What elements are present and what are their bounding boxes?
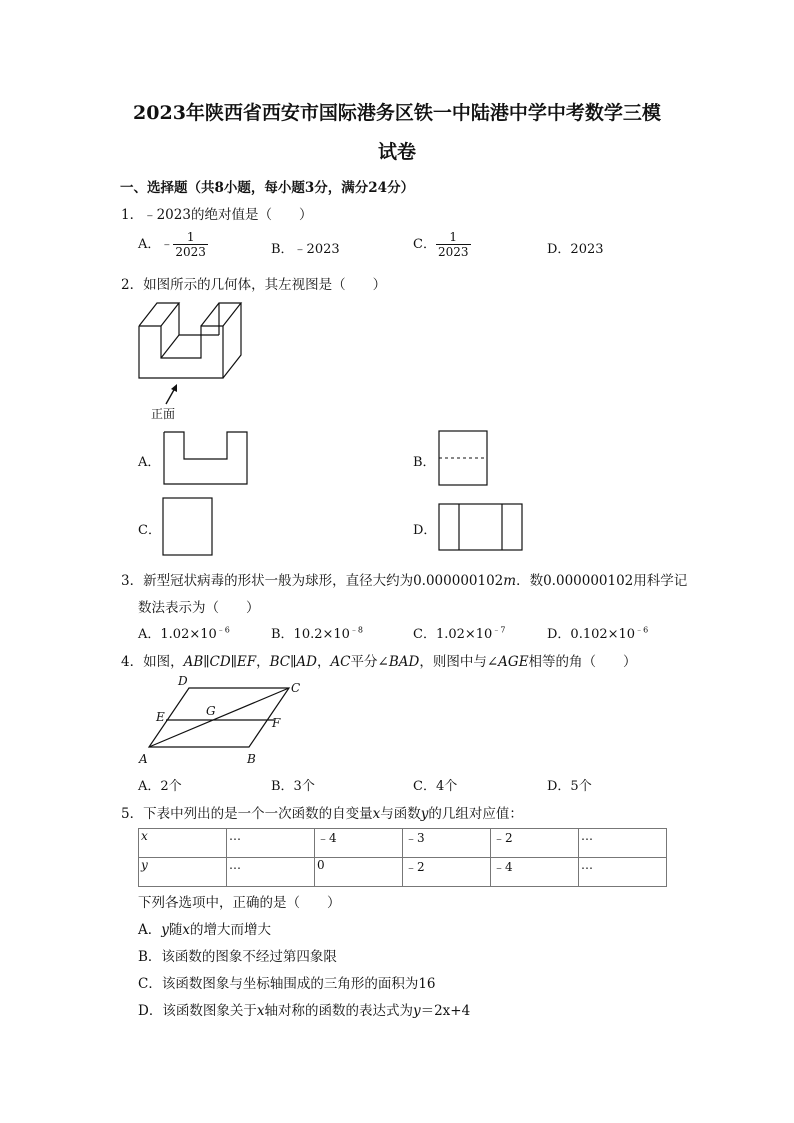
label-G: G <box>206 704 216 718</box>
q5-a-var-x: x <box>182 922 191 938</box>
q3-c-exponent: ﹣7 <box>492 625 506 635</box>
q4-parallel-1: AB∥CD∥EF <box>183 654 257 670</box>
label-A: A <box>139 752 148 766</box>
q1-c-numerator: 1 <box>436 230 471 245</box>
label-C: C <box>291 681 301 695</box>
label-E: E <box>156 710 165 724</box>
q2-option-d-label: D． <box>413 523 437 538</box>
table-cell: … <box>227 829 315 858</box>
table-cell <box>139 829 227 858</box>
q4-option-b: B．3个 <box>271 779 315 794</box>
q1-option-a <box>138 230 208 259</box>
q2-solid-figure <box>130 295 250 385</box>
q5-stem-start: 5．下表中列出的是一个一次函数的自变量 <box>121 806 373 822</box>
q4-angle-bad: BAD <box>388 654 420 670</box>
q2-option-b-label: B． <box>413 455 436 470</box>
q4-parallel-2: BC∥AD <box>269 654 317 670</box>
q5-var-x: x <box>372 806 381 822</box>
q3-b-base: B．10.2×10 <box>271 627 350 642</box>
label-D: D <box>178 674 188 688</box>
q3-b-exponent: ﹣8 <box>349 625 364 635</box>
q5-value-table <box>138 828 667 887</box>
q1-a-numerator: 1 <box>173 230 208 245</box>
table-cell: 0 <box>315 858 403 887</box>
q2-option-a-label: A． <box>138 455 161 470</box>
q2-option-c-figure <box>162 497 214 557</box>
q5-prompt: 下列各选项中，正确的是（ ） <box>138 895 341 911</box>
q3-line1 <box>121 569 687 589</box>
q5-option-d <box>138 999 470 1019</box>
q3-option-c <box>413 623 505 642</box>
q2-option-a-figure <box>163 431 249 486</box>
q5-option-c: C．该函数图象与坐标轴围成的三角形的面积为16 <box>138 976 436 992</box>
q3-d-exponent: ﹣6 <box>635 625 649 635</box>
q4-sep-3: 平分∠ <box>350 654 389 670</box>
q3-line1-end: ．数0.000000102用科学记 <box>516 573 688 589</box>
q5-a-var-y: y <box>161 922 169 938</box>
q5-d-var-x: x <box>256 1003 265 1019</box>
q3-line2: 数法表示为（ ） <box>138 600 260 616</box>
q5-stem <box>121 802 523 822</box>
q5-d-mid: 轴对称的函数的表达式为 <box>264 1003 413 1019</box>
q4-sep-1: ， <box>256 654 270 670</box>
paper-title-line2: 试卷 <box>377 141 416 163</box>
q5-stem-end: 的几组对应值： <box>428 806 523 822</box>
q4-number: 4．如图， <box>121 654 184 670</box>
table-cell: ﹣4 <box>491 858 579 887</box>
table-cell: … <box>227 858 315 887</box>
q1-option-d: D．2023 <box>547 242 604 257</box>
table-header-y: y <box>141 858 148 872</box>
q4-sep-4: ，则图中与∠ <box>419 654 499 670</box>
table-cell <box>139 858 227 887</box>
q2-option-b-figure <box>438 430 489 487</box>
table-cell: ﹣3 <box>403 829 491 858</box>
q3-option-a <box>138 623 230 642</box>
q5-stem-mid: 与函数 <box>380 806 421 822</box>
q5-a-mid: 随 <box>168 922 183 938</box>
q2-option-c-label: C． <box>138 523 161 538</box>
q5-option-a <box>138 918 271 938</box>
q5-var-y: y <box>420 806 429 822</box>
q4-stem <box>121 650 637 670</box>
q3-option-b <box>271 623 363 642</box>
q4-option-d: D．5个 <box>547 779 592 794</box>
q1-a-fraction <box>173 230 208 259</box>
q3-line1-start: 3．新型冠状病毒的形状一般为球形，直径大约为0.000000102 <box>121 573 504 589</box>
q1-option-b: B．﹣2023 <box>271 242 340 257</box>
q4-option-a: A．2个 <box>138 779 182 794</box>
q1-c-label: C． <box>413 237 436 252</box>
q4-angle-age: AGE <box>498 654 529 670</box>
q5-a-suffix: 的增大而增大 <box>190 922 272 938</box>
q1-option-c <box>413 230 471 259</box>
q3-d-base: D．0.102×10 <box>547 627 636 642</box>
q4-bisector: AC <box>330 654 351 670</box>
q3-option-d <box>547 623 648 642</box>
q3-a-base: A．1.02×10 <box>138 627 217 642</box>
table-header-x: x <box>141 829 148 843</box>
q1-c-denominator: 2023 <box>437 245 469 259</box>
q5-option-b: B．该函数的图象不经过第四象限 <box>138 949 337 965</box>
table-row <box>139 829 667 858</box>
section-heading: 一、选择题（共8小题，每小题3分，满分24分） <box>120 180 415 196</box>
q4-option-c: C．4个 <box>413 779 458 794</box>
q4-sep-2: ， <box>316 654 331 670</box>
table-cell: … <box>579 858 667 887</box>
q2-stem: 2．如图所示的几何体，其左视图是（ ） <box>121 277 387 293</box>
table-cell: ﹣4 <box>315 829 403 858</box>
q1-a-denominator: 2023 <box>175 245 206 259</box>
table-row <box>139 858 667 887</box>
q1-c-fraction <box>436 230 471 259</box>
q3-unit: m <box>503 573 517 589</box>
q4-sep-5: 相等的角（ ） <box>528 654 637 670</box>
q4-parallelogram-figure <box>135 672 310 772</box>
q3-c-base: C．1.02×10 <box>413 627 493 642</box>
front-label: 正面 <box>151 407 176 421</box>
table-cell: ﹣2 <box>403 858 491 887</box>
q3-a-exponent: ﹣6 <box>216 625 230 635</box>
q2-option-d-figure <box>438 503 524 552</box>
q5-d-suffix: ＝2x+4 <box>420 1003 471 1019</box>
front-direction-arrow-icon <box>160 383 180 407</box>
q1-stem: 1．﹣2023的绝对值是（ ） <box>121 207 313 223</box>
table-cell: ﹣2 <box>491 829 579 858</box>
q5-a-prefix: A． <box>138 922 162 938</box>
table-cell: … <box>579 829 667 858</box>
q1-a-label: A．﹣ <box>138 237 174 252</box>
q5-d-prefix: D．该函数图象关于 <box>138 1003 257 1019</box>
paper-title-line1: 2023年陕西省西安市国际港务区铁一中陆港中学中考数学三模 <box>133 102 661 124</box>
label-F: F <box>272 716 281 730</box>
label-B: B <box>247 752 256 766</box>
q5-d-var-y: y <box>412 1003 421 1019</box>
